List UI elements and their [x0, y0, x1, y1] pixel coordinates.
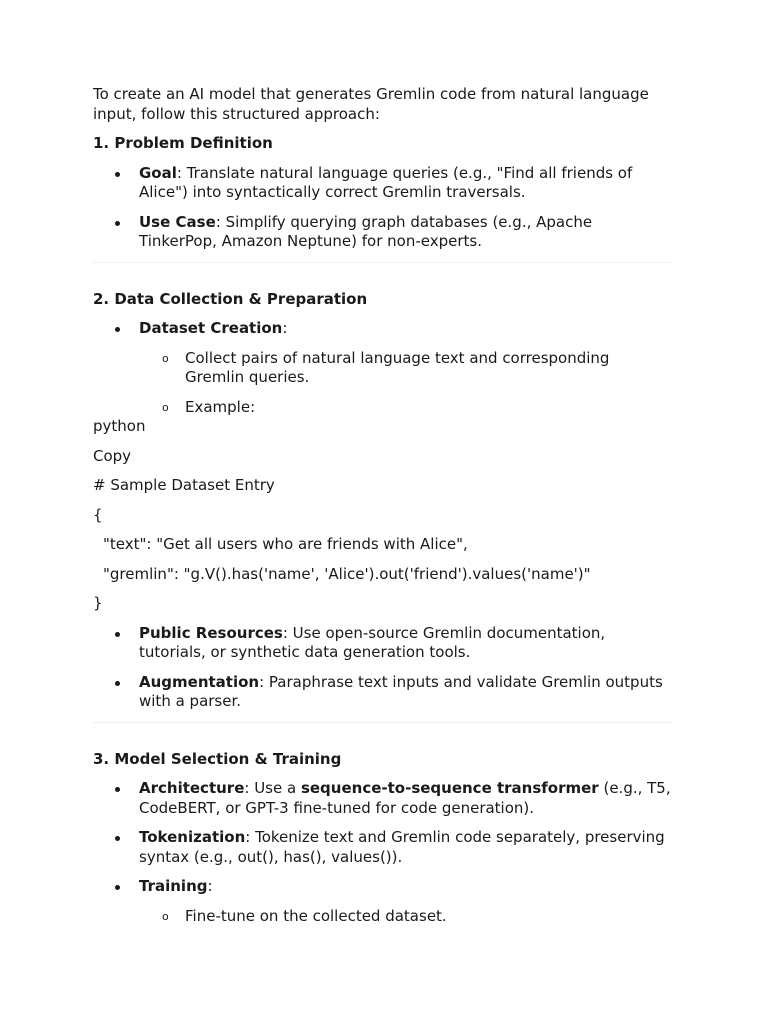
term-augmentation: Augmentation: [139, 672, 260, 691]
term-dataset-creation: Dataset Creation: [139, 319, 283, 337]
code-line-gremlin: "gremlin": "g.V().has('name', 'Alice').out('friend').values('name')": [103, 564, 591, 583]
copy-button[interactable]: Copy: [93, 446, 132, 465]
intro-paragraph: To create an AI model that generates Gremlin code from natural language input, follow this structured approach:: [93, 85, 649, 123]
use-case-text: : Simplify querying graph databases (e.g., Apache TinkerPop, Amazon Neptune) for non-experts.: [139, 212, 593, 250]
section-divider: [93, 262, 673, 263]
augmentation-text: : Paraphrase text inputs and validate Gremlin outputs with a parser.: [139, 672, 663, 710]
section-divider: [93, 722, 673, 723]
term-tokenization: Tokenization: [139, 828, 246, 846]
data-collection-list: [93, 319, 673, 417]
list-item-goal: [139, 164, 673, 203]
list-item-use-case: [139, 213, 673, 252]
code-line-close-brace: }: [93, 594, 103, 612]
resources-list: [93, 624, 673, 712]
code-line-open-brace: {: [93, 505, 103, 524]
list-item-architecture: [139, 779, 673, 818]
term-architecture: Architecture: [139, 779, 245, 797]
architecture-bold: sequence-to-sequence transformer: [300, 779, 599, 797]
architecture-text-a: : Use a: [244, 779, 301, 797]
list-item-augmentation: [139, 673, 673, 712]
list-item-public-resources: [139, 624, 673, 663]
code-line-comment: # Sample Dataset Entry: [93, 476, 275, 494]
sub-item-collect-pairs: o Collect pairs of natural language text and corresponding Gremlin queries.: [185, 349, 673, 388]
section-heading-model-selection: 3. Model Selection & Training: [93, 749, 342, 768]
training-colon: :: [207, 877, 213, 895]
dataset-creation-colon: :: [282, 319, 288, 337]
dataset-creation-sublist: [139, 349, 673, 418]
term-training: Training: [139, 877, 208, 895]
section-heading-data-collection: 2. Data Collection & Preparation: [93, 289, 368, 308]
code-block: [93, 417, 673, 614]
document-body: [93, 85, 673, 936]
section-heading-problem-definition: 1. Problem Definition: [93, 134, 273, 152]
code-language-label: python: [93, 417, 146, 435]
tokenization-text: : Tokenize text and Gremlin code separately, preserving syntax (e.g., out(), has(), values()).: [139, 828, 665, 866]
problem-definition-list: [93, 164, 673, 252]
term-use-case: Use Case: [139, 212, 216, 231]
list-item-tokenization: [139, 828, 673, 867]
public-resources-text: : Use open-source Gremlin documentation, tutorials, or synthetic data generation tools.: [139, 623, 606, 661]
model-selection-list: [93, 779, 673, 926]
list-item-dataset-creation: [139, 319, 673, 417]
term-goal: Goal: [139, 163, 177, 182]
goal-text: : Translate natural language queries (e.g., "Find all friends of Alice") into syntactically correct Gremlin traversals.: [139, 163, 633, 201]
architecture-text-b: (e.g., T5, CodeBERT, or GPT-3 fine-tuned for code generation).: [139, 779, 671, 817]
training-sublist: [139, 907, 673, 927]
sub-item-example: o Example:: [185, 398, 673, 418]
sub-item-fine-tune: o Fine-tune on the collected dataset.: [185, 907, 673, 927]
term-public-resources: Public Resources: [139, 623, 283, 642]
code-line-text: "text": "Get all users who are friends with Alice",: [103, 535, 468, 553]
list-item-training: [139, 877, 673, 926]
